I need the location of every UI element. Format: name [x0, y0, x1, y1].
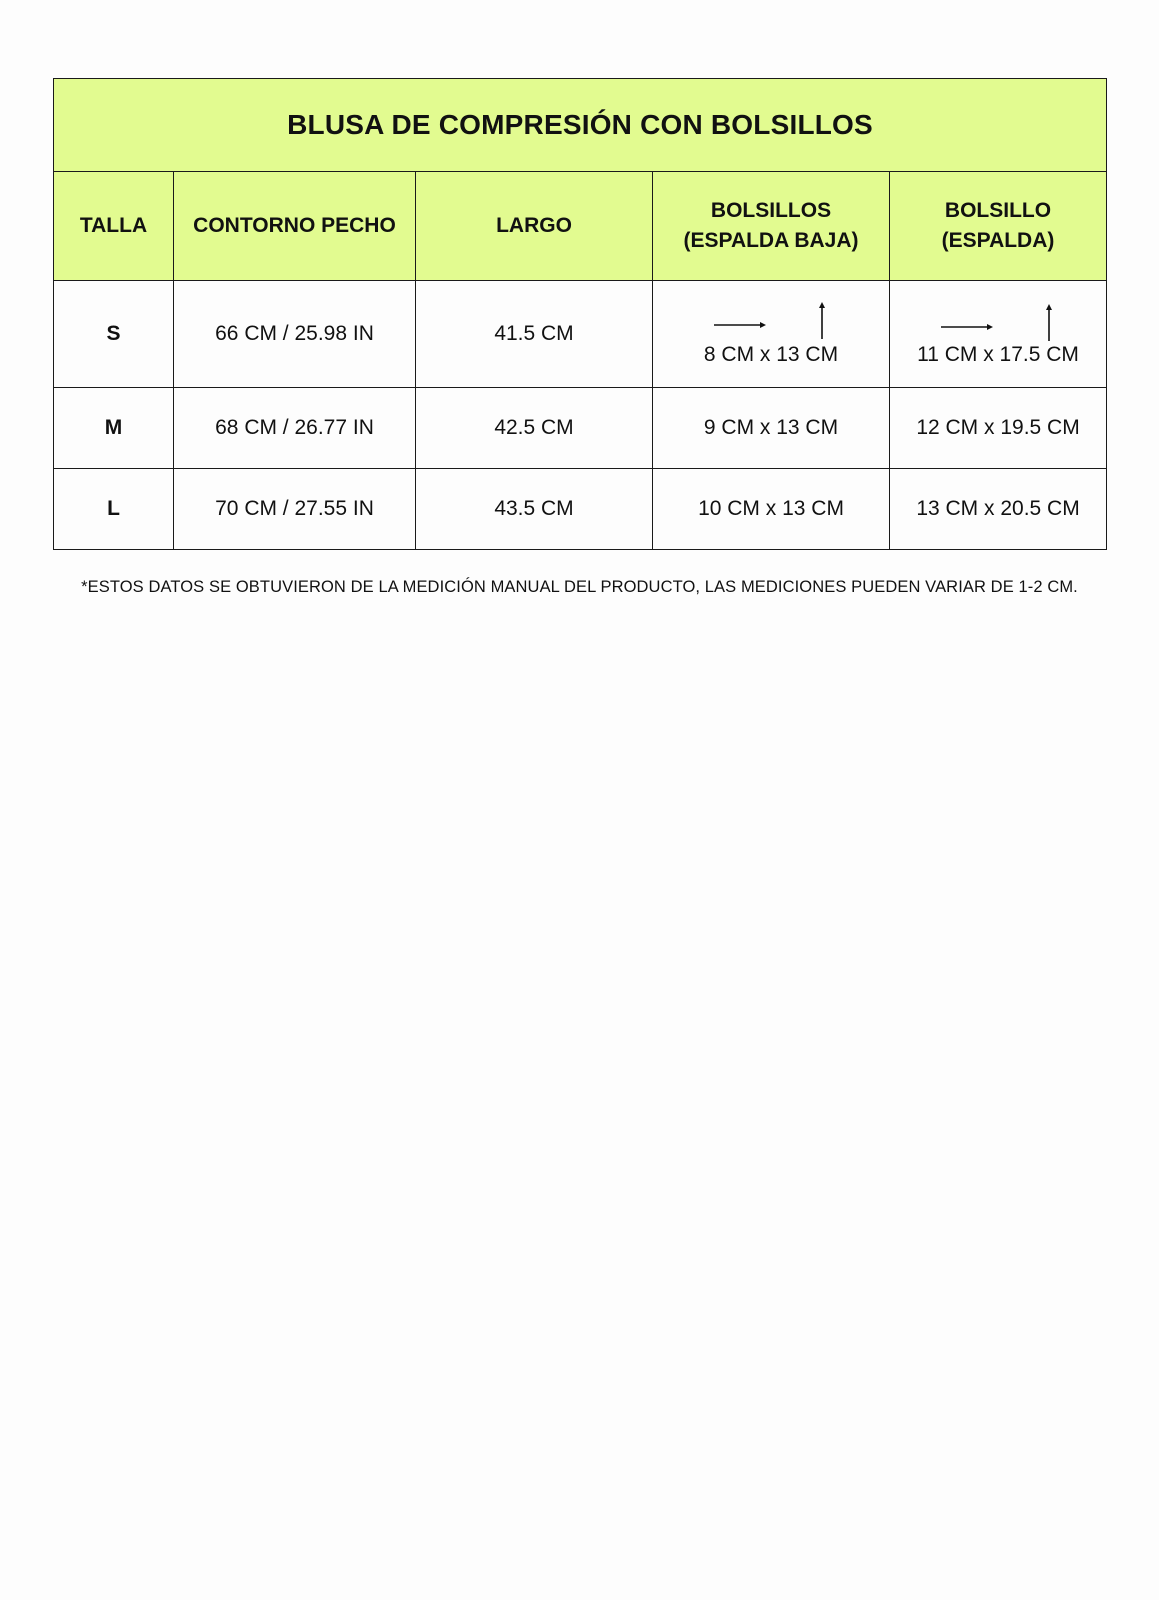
bolsillo-cell: 12 CM x 19.5 CM	[890, 388, 1107, 469]
arrow-right-icon	[941, 324, 993, 330]
contorno-cell: 70 CM / 27.55 IN	[174, 469, 416, 550]
measurement-note: *ESTOS DATOS SE OBTUVIERON DE LA MEDICIÓN MANUAL DEL PRODUCTO, LAS MEDICIONES PUEDEN VARIAR DE 1-2 CM.	[81, 578, 1078, 596]
table-row-l	[54, 469, 1107, 550]
size-cell: S	[54, 281, 174, 388]
bolsillo-cell: 13 CM x 20.5 CM	[890, 469, 1107, 550]
table-row-s	[54, 281, 1107, 388]
table-row-m	[54, 388, 1107, 469]
bolsillos-cell: 9 CM x 13 CM	[653, 388, 890, 469]
bolsillos-cell	[653, 281, 890, 388]
size-chart-table	[53, 78, 1107, 550]
bolsillo-cell	[890, 281, 1107, 388]
contorno-cell: 68 CM / 26.77 IN	[174, 388, 416, 469]
header-bolsillo-line2: (ESPALDA)	[941, 229, 1055, 252]
largo-cell: 42.5 CM	[416, 388, 653, 469]
arrow-right-icon	[714, 322, 766, 328]
arrow-up-icon	[1046, 304, 1052, 341]
largo-cell: 43.5 CM	[416, 469, 653, 550]
table-title: BLUSA DE COMPRESIÓN CON BOLSILLOS	[54, 79, 1107, 172]
header-bolsillos-line1: BOLSILLOS	[710, 199, 832, 222]
bolsillos-cell: 10 CM x 13 CM	[653, 469, 890, 550]
header-row	[54, 172, 1107, 281]
bolsillos-value: 8 CM x 13 CM	[703, 343, 839, 366]
size-cell: M	[54, 388, 174, 469]
header-bolsillos-espalda-baja	[653, 172, 890, 281]
header-contorno-pecho: CONTORNO PECHO	[174, 172, 416, 281]
dimension-arrows	[653, 301, 889, 341]
header-bolsillo-espalda	[890, 172, 1107, 281]
header-talla: TALLA	[54, 172, 174, 281]
header-bolsillo-line1: BOLSILLO	[944, 199, 1052, 222]
title-row	[54, 79, 1107, 172]
contorno-cell: 66 CM / 25.98 IN	[174, 281, 416, 388]
size-cell: L	[54, 469, 174, 550]
header-largo: LARGO	[416, 172, 653, 281]
bolsillo-value: 11 CM x 17.5 CM	[917, 343, 1079, 366]
header-bolsillos-line2: (ESPALDA BAJA)	[683, 229, 859, 252]
arrow-up-icon	[819, 302, 825, 339]
dimension-arrows	[890, 301, 1106, 341]
largo-cell: 41.5 CM	[416, 281, 653, 388]
